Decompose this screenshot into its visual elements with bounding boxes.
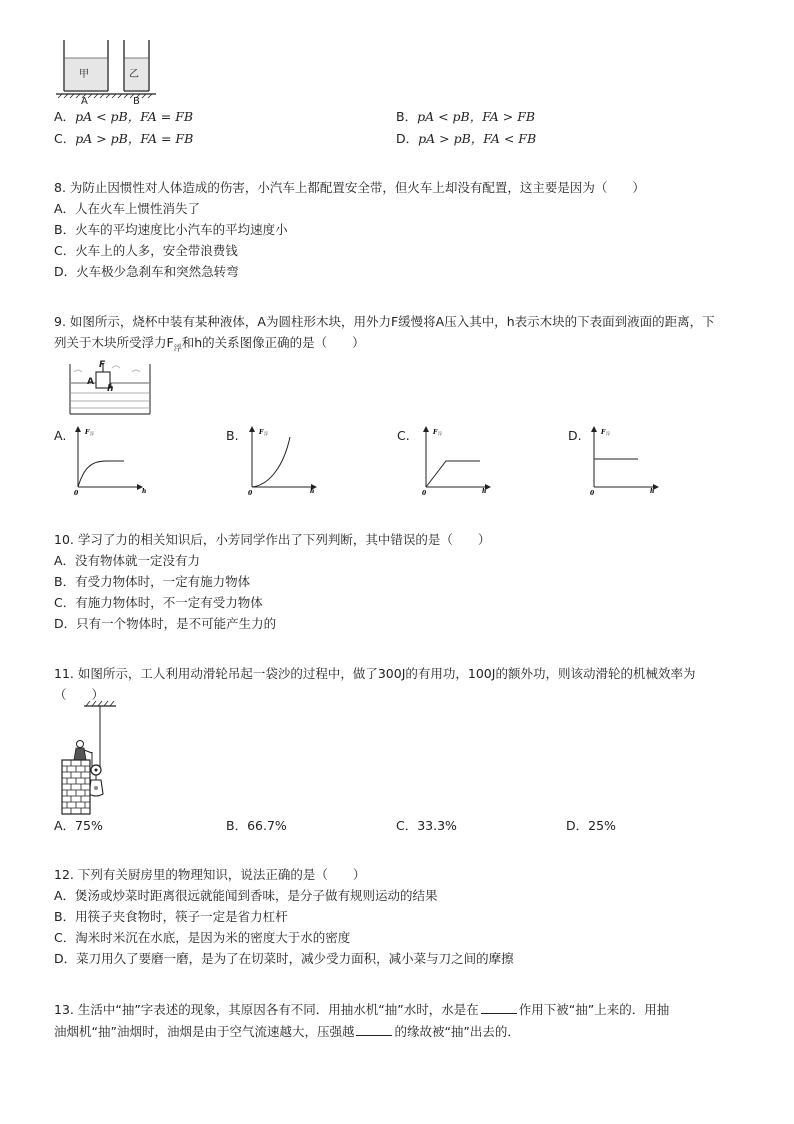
axis-origin: 0 [74,490,79,497]
q13-line1 [54,1001,669,1018]
option-letter: C． [54,131,76,146]
q13-line1-part2: 作用下被“抽”上来的．用抽 [518,1002,670,1017]
q11-option-d: D．25% [566,818,616,833]
q10-option-c: C．有施力物体时，不一定有受力物体 [54,595,263,610]
q12-option-b: B．用筷子夹食物时，筷子一定是省力杠杆 [54,909,288,924]
q12-option-c: C．淘米时米沉在水底，是因为米的密度大于水的密度 [54,930,351,945]
q7-label-b: B [133,96,140,107]
axis-y-sub: 浮 [606,431,610,436]
q8-stem: 8. 为防止因惯性对人体造成的伤害，小汽车上都配置安全带，但火车上却没有配置，这主要是因为（ ） [54,180,645,195]
q7-containers-figure [56,38,156,108]
axis-origin: 0 [590,490,595,497]
q13-line2-part1: 油烟机“抽”油烟时，油烟是由于空气流速越大，压强越 [54,1024,355,1039]
q10-option-b: B．有受力物体时，一定有施力物体 [54,574,251,589]
q8-option-a: A．人在火车上惯性消失了 [54,201,201,216]
axis-x-label: h [482,488,487,495]
q10-option-a: A．没有物体就一定没有力 [54,553,201,568]
q9-graph-b-letter: B. [226,428,239,443]
q9-graph-c [418,423,498,498]
q11-pulley-figure [58,700,118,816]
option-letter: B． [396,109,418,124]
q11-option-b: B．66.7% [226,818,287,833]
q7-option-a [54,109,193,125]
q13-line2-part2: 的缘故被“抽”出去的． [394,1024,520,1039]
q13-line1-part1: 13. 生活中“抽”字表述的现象，其原因各有不同．用抽水机“抽”水时，水是在 [54,1002,479,1017]
option-formula: pA < pB，FA > FB [417,109,536,124]
option-formula: pA < pB，FA = FB [75,109,194,124]
q7-option-d [396,131,536,147]
q7-label-yi: 乙 [129,69,139,80]
axis-y-label: F [601,429,606,436]
axis-x-label: h [650,488,655,495]
q13-blank-2[interactable] [356,1023,392,1036]
q7-option-c [54,131,193,147]
q13-line2 [54,1023,520,1040]
axis-y-label: F [259,429,264,436]
axis-origin: 0 [248,490,253,497]
q11-option-a: A．75% [54,818,103,833]
q11-option-c: C．33.3% [396,818,457,833]
axis-y-sub: 浮 [90,431,94,436]
q10-option-d: D．只有一个物体时，是不可能产生力的 [54,616,277,631]
q10-stem: 10. 学习了力的相关知识后，小芳同学作出了下列判断，其中错误的是（ ） [54,532,491,547]
q9-graph-b [244,423,324,498]
q8-option-b: B．火车的平均速度比小汽车的平均速度小 [54,222,288,237]
q9-graph-a-letter: A. [54,428,67,443]
axis-origin: 0 [422,490,427,497]
q9-graph-d [586,423,666,498]
axis-y-sub: 浮 [438,431,442,436]
q8-option-d: D．火车极少急刹车和突然急转弯 [54,264,239,279]
q7-label-jia: 甲 [79,69,89,80]
q8-option-c: C．火车上的人多，安全带浪费钱 [54,243,238,258]
axis-y-sub: 浮 [264,431,268,436]
q9-label-f: F [99,360,106,370]
q9-stem-line2 [54,335,365,357]
q7-option-b [396,109,535,125]
option-formula: pA > pB，FA = FB [75,131,194,146]
q9-graph-d-letter: D. [568,428,582,443]
q11-stem-line1: 11. 如图所示，工人利用动滑轮吊起一袋沙的过程中，做了300J的有用功，100J的额外功，则该动滑轮的机械效率为 [54,666,696,681]
axis-x-label: h [310,488,315,495]
q12-option-d: D．菜刀用久了要磨一磨，是为了在切菜时，减少受力面积，减小菜与刀之间的摩擦 [54,951,514,966]
q9-graph-c-letter: C. [397,428,410,443]
q9-stem-line2-pre: 列关于木块所受浮力F [54,335,174,350]
option-letter: D． [396,131,419,146]
q7-label-a: A [81,96,88,107]
q9-stem-subscript: 浮 [173,343,182,353]
option-letter: A． [54,109,76,124]
axis-x-label: h [142,488,147,495]
axis-y-label: F [85,429,90,436]
q9-graph-a [70,423,150,498]
q11-stem-line2: （ ） [54,687,105,702]
q9-label-a: A [87,377,94,387]
q9-stem-line1: 9. 如图所示，烧杯中装有某种液体，A为圆柱形木块，用外力F缓慢将A压入其中，h表示木块的下表面到液面的距离，下 [54,314,715,329]
q9-label-h: h [107,384,114,394]
q9-stem-line2-post: 和h的关系图像正确的是（ ） [181,335,365,350]
q12-option-a: A．煲汤或炒菜时距离很远就能闻到香味，是分子做有规则运动的结果 [54,888,438,903]
axis-y-label: F [433,429,438,436]
option-formula: pA > pB，FA < FB [418,131,537,146]
q12-stem: 12. 下列有关厨房里的物理知识，说法正确的是（ ） [54,867,366,882]
q13-blank-1[interactable] [481,1001,517,1014]
